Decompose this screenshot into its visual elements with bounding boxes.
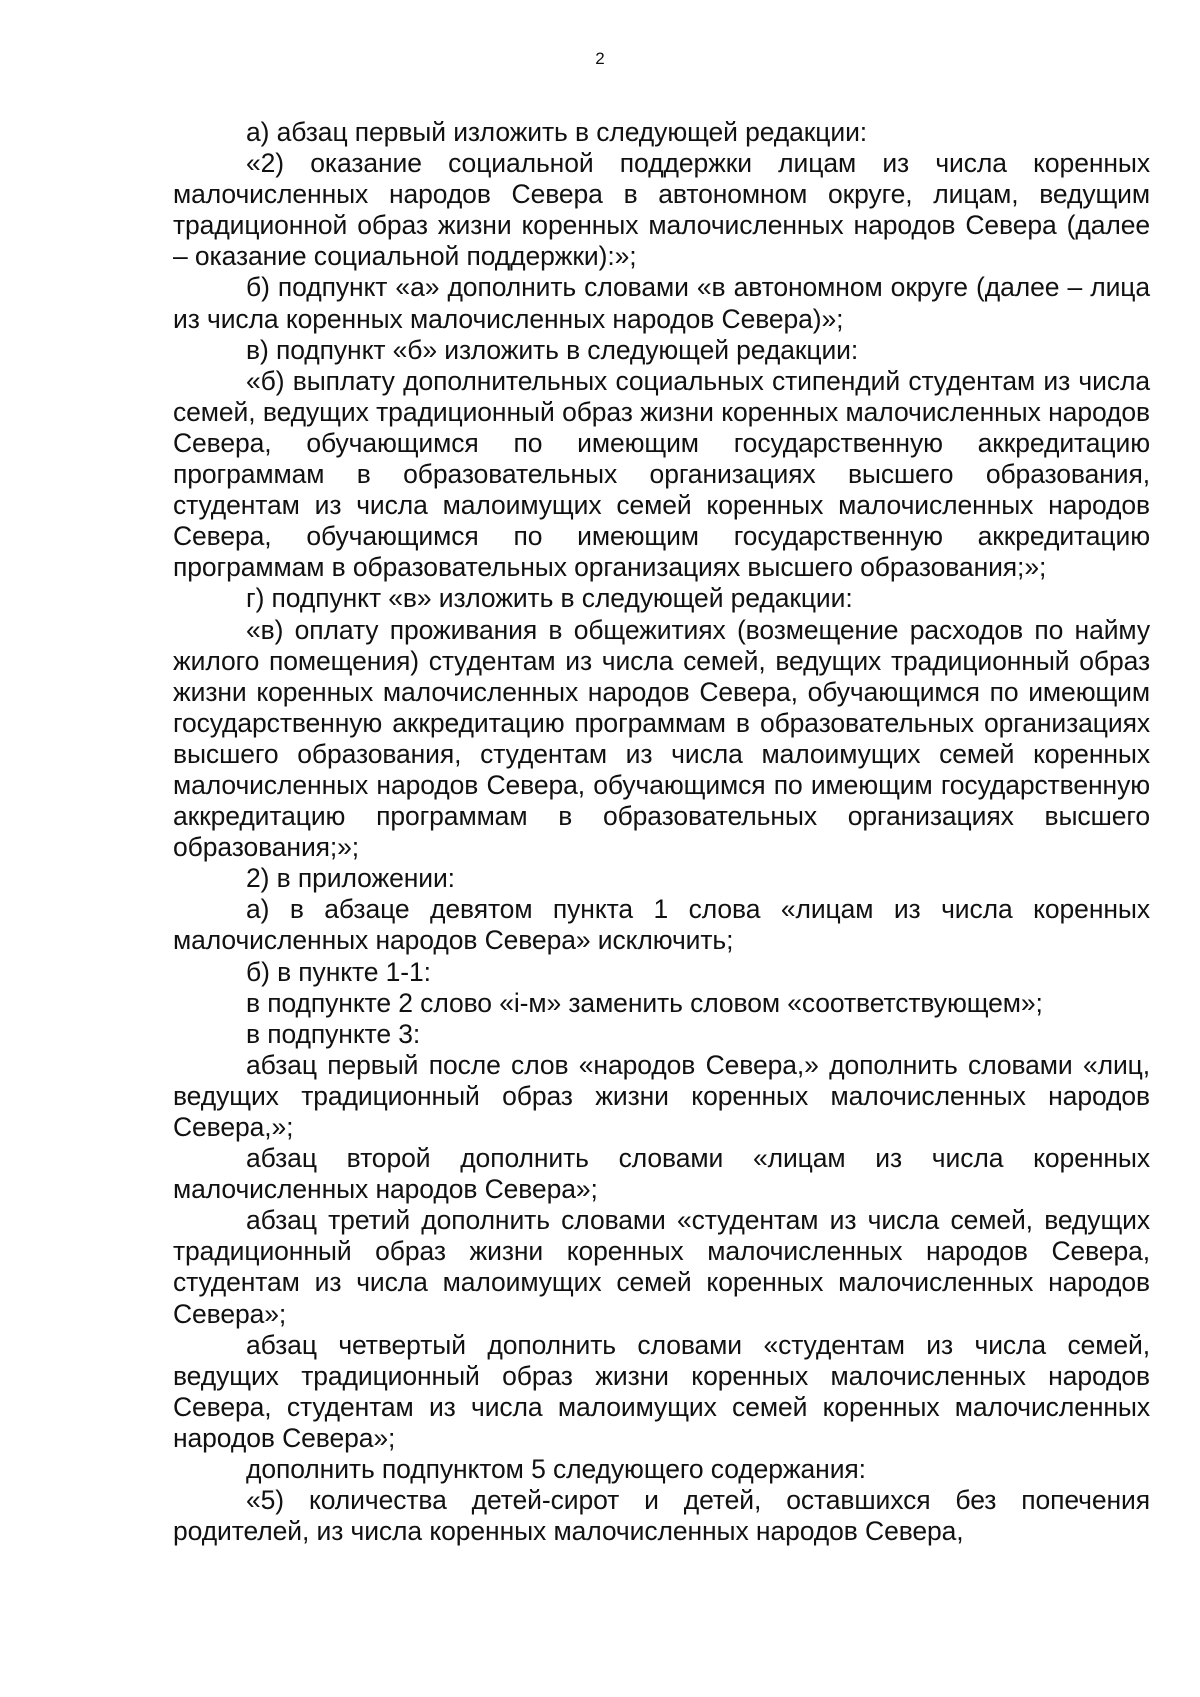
- paragraph-10: б) в пункте 1-1:: [246, 956, 431, 987]
- paragraph-17: дополнить подпунктом 5 следующего содержания:: [246, 1454, 866, 1485]
- paragraph-13: абзац первый после слов «народов Севера,» дополнить словами «лиц, ведущих традиционный образ жизни коренных малочисленных народов Севера,»;: [173, 1049, 1150, 1142]
- paragraph-7: «в) оплату проживания в общежитиях (возмещение расходов по найму жилого помещения) студентам из числа семей, ведущих традиционный образ жизни коренных малочисленных народов Севера, обучающимся по имеющим государственную аккредитацию программам в образовательных организациях высшего образования, студентам из числа малоимущих семей коренных малочисленных народов Севера, обучающимся по имеющим государственную аккредитацию программам в образовательных организациях высшего образования;»;: [173, 614, 1150, 863]
- document-body: [173, 117, 1150, 1547]
- paragraph-1: а) абзац первый изложить в следующей редакции:: [246, 117, 868, 147]
- paragraph-15: абзац третий дополнить словами «студентам из числа семей, ведущих традиционный образ жизни коренных малочисленных народов Севера, студентам из числа малоимущих семей коренных малочисленных народов Севера»;: [173, 1205, 1150, 1329]
- paragraph-12: в подпункте 3:: [246, 1018, 421, 1049]
- paragraph-16: абзац четвертый дополнить словами «студентам из числа семей, ведущих традиционный образ жизни коренных малочисленных народов Севера, студентам из числа малоимущих семей коренных малочисленных народов Севера»;: [173, 1329, 1150, 1453]
- paragraph-3: б) подпункт «а» дополнить словами «в автономном округе (далее – лица из числа коренных малочисленных народов Севера)»;: [173, 272, 1150, 334]
- page-number: 2: [595, 49, 605, 68]
- paragraph-11: в подпункте 2 слово «і-м» заменить словом «соответствующем»;: [246, 987, 1043, 1018]
- paragraph-2: «2) оказание социальной поддержки лицам из числа коренных малочисленных народов Севера в автономном округе, лицам, ведущим традиционной образ жизни коренных малочисленных народов Севера (далее – оказание социальной поддержки):»;: [173, 148, 1150, 272]
- paragraph-5: «б) выплату дополнительных социальных стипендий студентам из числа семей, ведущих традиционный образ жизни коренных малочисленных народов Севера, обучающимся по имеющим государственную аккредитацию программам в образовательных организациях высшего образования, студентам из числа малоимущих семей коренных малочисленных народов Севера, обучающимся по имеющим государственную аккредитацию программам в образовательных организациях высшего образования;»;: [173, 365, 1150, 583]
- paragraph-9: а) в абзаце девятом пункта 1 слова «лицам из числа коренных малочисленных народов Севера» исключить;: [173, 894, 1150, 956]
- paragraph-18: «5) количества детей-сирот и детей, оставшихся без попечения родителей, из числа коренных малочисленных народов Севера,: [173, 1485, 1150, 1547]
- paragraph-4: в) подпункт «б» изложить в следующей редакции:: [246, 334, 859, 365]
- paragraph-14: абзац второй дополнить словами «лицам из числа коренных малочисленных народов Севера»;: [173, 1143, 1150, 1205]
- paragraph-6: г) подпункт «в» изложить в следующей редакции:: [246, 583, 853, 614]
- paragraph-8: 2) в приложении:: [246, 863, 455, 894]
